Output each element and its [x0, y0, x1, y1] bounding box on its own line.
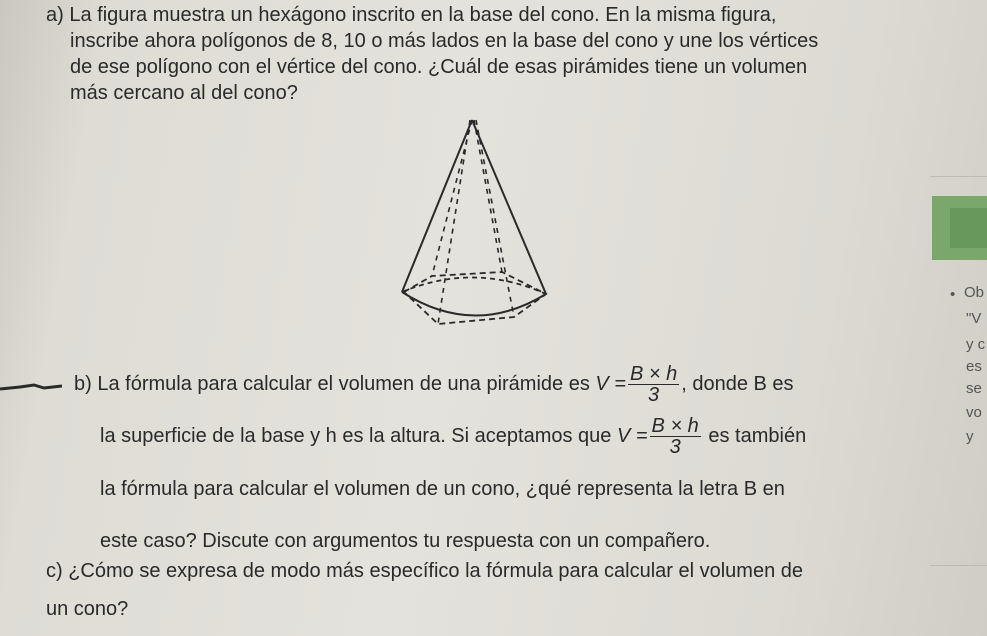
margin-text: vo [966, 404, 982, 421]
green-margin-box-inner [950, 208, 987, 248]
cone-figure [390, 112, 560, 337]
pyramid-edge [474, 120, 502, 272]
part-b-line-3: la fórmula para calcular el volumen de un cono, ¿qué representa la letra B en [100, 478, 785, 500]
pencil-mark [0, 381, 62, 393]
margin-text: se [966, 380, 982, 397]
part-b-line-2 [100, 412, 806, 460]
cone-base-front [402, 292, 546, 316]
part-a-line-3: de ese polígono con el vértice del cono. ¿Cuál de esas pirámides tiene un volumen [70, 56, 808, 78]
part-b-text: la superficie de la base y h es la altura. Si aceptamos que [100, 425, 617, 447]
margin-text: es [966, 358, 982, 375]
margin-rule [930, 176, 987, 177]
part-a-line-1: a) La figura muestra un hexágono inscrito en la base del cono. En la misma figura, [46, 4, 777, 26]
part-b-text: b) La fórmula para calcular el volumen de una pirámide es [74, 373, 596, 395]
formula-denominator: 3 [669, 436, 681, 459]
margin-text: Ob [964, 284, 985, 301]
part-a-line-4: más cercano al del cono? [70, 82, 298, 104]
margin-bullet: • [950, 286, 956, 303]
formula-fraction [628, 364, 679, 405]
formula-fraction [650, 416, 701, 457]
margin-rule [930, 565, 987, 566]
part-a-line-2: inscribe ahora polígonos de 8, 10 o más lados en la base del cono y une los vértices [70, 30, 819, 52]
margin-text: "V [966, 310, 982, 327]
part-b-text: , donde B es [681, 373, 794, 395]
formula-lhs: V = [595, 373, 626, 395]
pyramid-edge [438, 120, 470, 324]
margin-text: y c [966, 336, 986, 353]
formula-denominator: 3 [648, 384, 660, 407]
margin-text: y [966, 428, 974, 445]
cone-side-left [402, 120, 472, 292]
part-c-line-2: un cono? [46, 598, 129, 620]
part-b-line-1 [74, 360, 794, 408]
formula-numerator: B × h [629, 363, 678, 386]
part-b-line-4: este caso? Discute con argumentos tu respuesta con un compañero. [100, 530, 711, 552]
formula-lhs: V = [616, 425, 648, 447]
formula-numerator: B × h [651, 415, 699, 438]
pyramid-edge [476, 120, 514, 317]
part-c-line-1: c) ¿Cómo se expresa de modo más específico la fórmula para calcular el volumen de [46, 560, 804, 582]
cone-side-right [472, 120, 546, 294]
part-b-text: es también [702, 425, 807, 447]
